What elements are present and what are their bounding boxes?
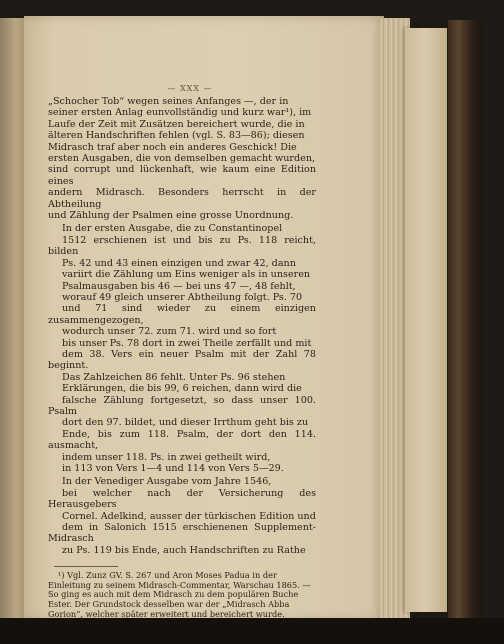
footnote-line: Einleitung zu seinem Midrasch-Commentar, Warschau 1865. — (48, 579, 311, 590)
text-line: Erklärungen, die bis 99, 6 reichen, dann wird die (62, 383, 302, 395)
text-line: bei welcher nach der Versicherung des Herausgebers (48, 487, 316, 511)
text-line: „Schocher Tob“ wegen seines Anfanges —, der in (48, 96, 289, 107)
text-line: seiner ersten Anlag eunvollständig und kurz war¹), im (48, 107, 312, 119)
text-line: Ende, bis zum 118. Psalm, der dort den 114. ausmacht, (48, 428, 316, 452)
footnote-line: So ging es auch mit dem Midrasch zu dem populären Buche (48, 589, 299, 600)
back-page (405, 28, 447, 612)
paragraph-2 (48, 223, 316, 474)
text-line: In der Venediger Ausgabe vom Jahre 1546, (62, 476, 272, 488)
paragraph-1 (48, 96, 316, 221)
text-line: sind corrupt und lückenhaft, wie kaum eine Edition eines (48, 164, 316, 187)
text-line: indem unser 118. Ps. in zwei getheilt wird, (62, 451, 271, 463)
footnote (48, 571, 316, 619)
text-line: wodurch unser 72. zum 71. wird und so fort (62, 326, 277, 338)
book-binding (448, 20, 482, 620)
text-line: variirt die Zählung um Eins weniger als in unseren (62, 269, 311, 281)
text-line: und Zählung der Psalmen eine grosse Unordnung. (48, 210, 294, 222)
text-line: älteren Handschriften fehlen (vgl. S. 83—86); diesen (48, 130, 305, 142)
text-line: bis unser Ps. 78 dort in zwei Theile zerfällt und mit (62, 337, 312, 349)
text-line: Laufe der Zeit mit Zusätzen bereichert wurde, die in (48, 118, 305, 130)
text-line: ersten Ausgaben, die von demselben gemacht wurden, (48, 153, 316, 165)
text-line: falsche Zählung fortgesetzt, so dass unser 100. Psalm (48, 394, 316, 417)
footnote-line: Gorion“, welcher später erweitert und bereichert wurde. (48, 608, 285, 619)
text-line: dem 38. Vers ein neuer Psalm mit der Zahl 78 beginnt. (48, 348, 316, 372)
text-line: zu Ps. 119 bis Ende, auch Handschriften zu Rathe (62, 544, 306, 556)
footnote-line: ¹) Vgl. Zunz GV. S. 267 und Aron Moses Padua in der (58, 570, 277, 581)
footnote-rule (54, 566, 118, 567)
text-line: in 113 von Vers 1—4 und 114 von Vers 5—29. (62, 463, 284, 474)
text-line: Midrasch traf aber noch ein anderes Geschick! Die (48, 141, 297, 153)
footnote-line: Ester. Der Grundstock desselben war der „Midrasch Abba (48, 599, 290, 610)
text-line: und 71 sind wieder zu einem einzigen zusammengezogen, (48, 303, 316, 326)
text-line: worauf 49 gleich unserer Abtheilung folgt. Ps. 70 (62, 291, 303, 303)
text-line: Psalmausgaben bis 46 — bei uns 47 —, 48 fehlt, (62, 280, 296, 292)
page-text (48, 96, 316, 619)
bottom-shadow (0, 618, 504, 644)
text-line: Ps. 42 und 43 einen einzigen und zwar 42, dann (62, 257, 296, 269)
paragraph-3 (48, 476, 316, 556)
page-number: — XXX — (167, 84, 213, 93)
left-page-edge (0, 18, 26, 618)
text-line: Das Zahlzeichen 86 fehlt. Unter Ps. 96 stehen (62, 371, 286, 383)
text-line: In der ersten Ausgabe, die zu Constantinopel (62, 223, 283, 235)
text-line: Cornel. Adelkind, ausser der türkischen Edition und (62, 510, 316, 522)
text-line: 1512 erschienen ist und bis zu Ps. 118 reicht, bilden (48, 234, 316, 258)
text-line: dem in Salonich 1515 erschienenen Supplement-Midrasch (48, 522, 316, 545)
text-line: dort den 97. bildet, und dieser Irrthum geht bis zu (62, 417, 309, 429)
text-line: andern Midrasch. Besonders herrscht in der Abtheilung (48, 187, 316, 210)
